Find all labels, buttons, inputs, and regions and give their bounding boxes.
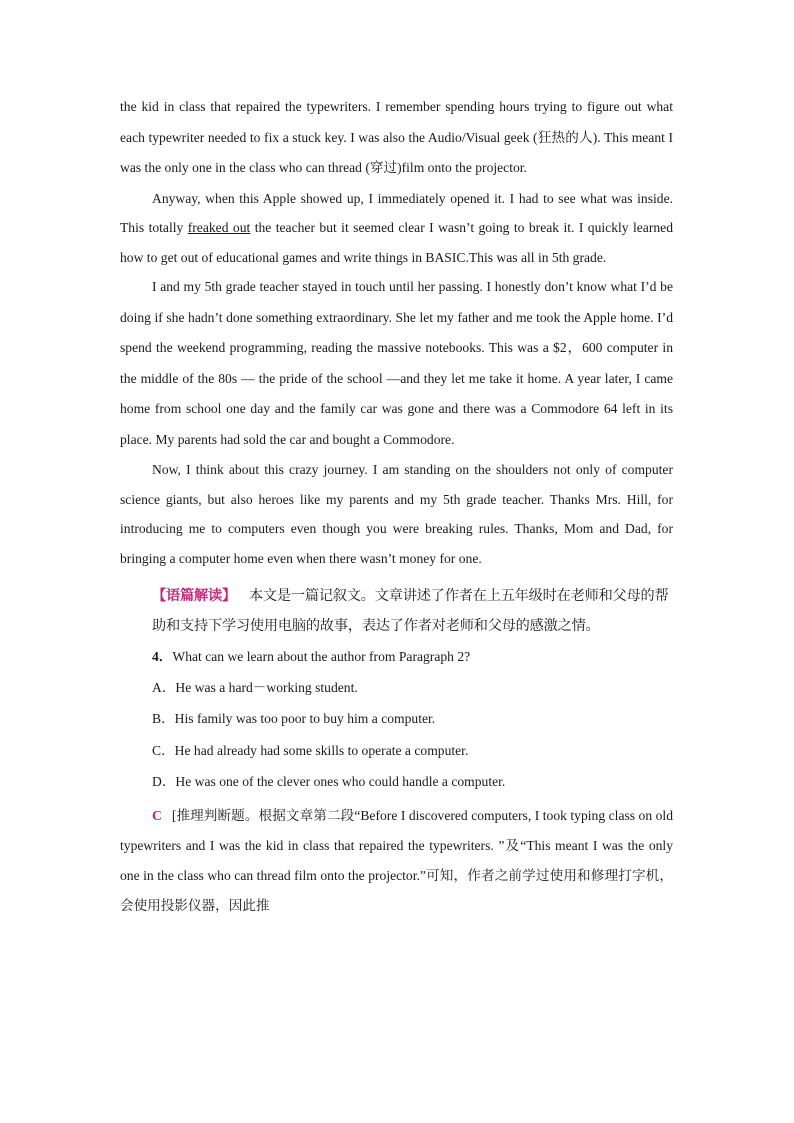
passage-paragraph-1: [120, 92, 673, 184]
passage-paragraph-2: [120, 184, 673, 273]
passage-commentary: [120, 581, 673, 641]
option-a: [120, 672, 673, 703]
document-page: [120, 92, 673, 921]
paragraph-2-text-a: Anyway, when this Apple showed up, I immediately opened it. I had to see what was inside. This totally: [120, 190, 673, 235]
option-c: [120, 735, 673, 766]
option-text: His family was too poor to buy him a computer.: [174, 711, 436, 727]
gloss-thread: 穿过: [369, 160, 398, 176]
option-text: He had already had some skills to operate a computer.: [174, 742, 469, 758]
question-number: 4．: [152, 649, 173, 664]
gloss-geek: 狂热的人: [537, 129, 593, 146]
option-d: [120, 766, 673, 797]
passage-paragraph-3: I and my 5th grade teacher stayed in touch until her passing. I honestly don’t know what I’d be doing if she hadn’t done something extraordinary. She let my father and me took the Apple home. I’d spend the weekend programming, reading the massive notebooks. This was a $2，600 computer in the middle of the 80s — the pride of the school —and they let me take it home. A year later, I came home from school one day and the family car was gone and there was a Commodore 64 left in its place. My parents had sold the car and bought a Commodore.: [120, 279, 673, 447]
option-letter: B．: [152, 711, 175, 727]
option-letter: C．: [152, 742, 175, 758]
answer-letter: C: [152, 808, 162, 824]
paragraph-1-text-c: )film onto the projector.: [397, 160, 527, 175]
question-stem: [120, 641, 673, 672]
underlined-phrase: freaked out: [187, 220, 251, 235]
option-b: [120, 703, 673, 734]
question-text: What can we learn about the author from Paragraph 2?: [172, 649, 471, 664]
passage-paragraph-4: Now, I think about this crazy journey. I am standing on the shoulders not only of computer science giants, but also heroes like my parents and my 5th grade teacher. Thanks Mrs. Hill, for introducing me to computers even though you were breaking rules. Thanks, Mom and Dad, for bringing a computer home even when there wasn’t money for one.: [120, 462, 673, 566]
option-text: He was one of the clever ones who could handle a computer.: [175, 773, 506, 789]
option-text: He was a hard－working student.: [175, 680, 358, 695]
answer-text: [推理判断题。根据文章第二段“Before I discovered computers, I took typing class on old typewriters and I was the kid in class that repaired the typewriters. ”及“This meant I was the only one in the class who can thread film onto the projector.”可知，作者之前学过使用和修理打字机，会使用投影仪器，因此推: [120, 808, 673, 914]
option-letter: A．: [152, 680, 176, 695]
commentary-text: 本文是一篇记叙文。文章讲述了作者在上五年级时在老师和父母的帮助和支持下学习使用电脑的故事，表达了作者对老师和父母的感激之情。: [152, 588, 669, 634]
commentary-tag: 【语篇解读】: [152, 588, 236, 604]
paragraph-1-text-a: the kid in class that repaired the typewriters. I remember spending hours trying to figure out what each typewriter needed to fix a stuck key. I was also the Audio/Visual geek (: [120, 99, 673, 145]
answer-explanation: [120, 801, 673, 921]
option-letter: D．: [152, 773, 176, 789]
paragraph-2-text-b: the teacher but it seemed clear I wasn’t going to break it. I quickly learned how to get out of educational games and write things in BASIC.This was all in 5th grade.: [120, 220, 673, 265]
paragraph-1-text-b: ). This meant I was the only one in the class who can thread (: [120, 129, 673, 175]
